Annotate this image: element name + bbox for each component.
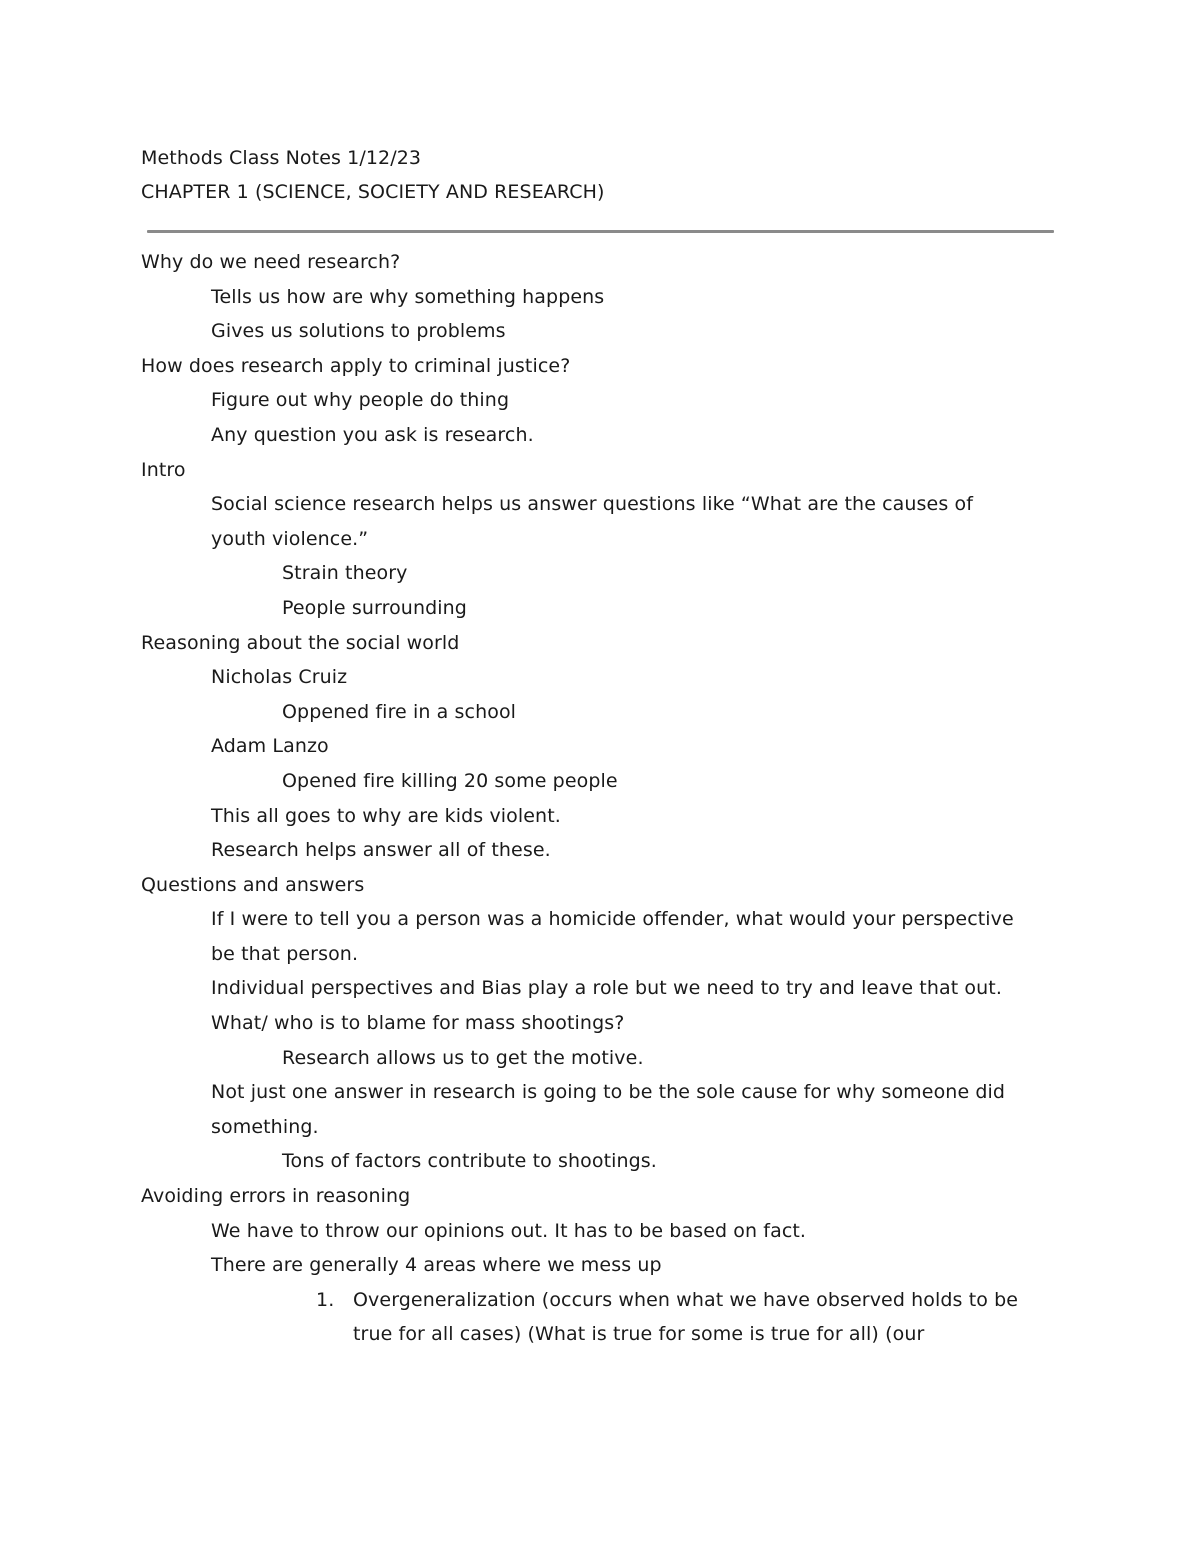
note-line [0,1147,1200,1182]
note-text: Not just one answer in research is going to be the sole cause for why someone did [211,1081,1006,1104]
note-line [0,490,1200,525]
note-text: People surrounding [282,596,467,619]
note-line [0,352,1200,387]
note-text: Social science research helps us answer questions like “What are the causes of [211,493,973,516]
note-line [0,663,1200,698]
note-text: something. [211,1115,319,1138]
note-text: This all goes to why are kids violent. [211,804,561,827]
note-line [0,698,1200,733]
horizontal-divider [147,230,1054,233]
note-text: Reasoning about the social world [141,631,460,654]
note-text: Why do we need research? [141,251,401,273]
note-line [0,974,1200,1009]
note-line [0,1044,1200,1079]
note-line [0,1113,1200,1148]
note-line [0,1078,1200,1113]
note-line [0,594,1200,629]
note-text: Oppened fire in a school [282,700,517,723]
note-text: Tons of factors contribute to shootings. [282,1150,657,1173]
note-text: Individual perspectives and Bias play a role but we need to try and leave that out. [211,977,1002,1000]
note-line [0,732,1200,767]
note-line [0,836,1200,871]
note-line [0,871,1200,906]
note-text: Opened fire killing 20 some people [282,769,618,792]
list-number: 1. [316,1288,335,1311]
note-line [0,386,1200,421]
note-text: Intro [141,458,186,481]
note-text: There are generally 4 areas where we mess up [211,1254,662,1277]
note-line [0,1286,1200,1321]
note-text: Overgeneralization (occurs when what we have observed holds to be [353,1288,1019,1311]
note-text: youth violence.” [211,527,369,550]
note-text: Tells us how are why something happens [211,285,605,308]
note-line [0,629,1200,664]
note-text: Questions and answers [141,873,365,896]
note-text: Any question you ask is research. [211,423,534,446]
note-text: What/ who is to blame for mass shootings? [211,1012,625,1035]
note-text: Nicholas Cruiz [211,666,348,689]
chapter-heading: CHAPTER 1 (SCIENCE, SOCIETY AND RESEARCH) [141,181,605,203]
note-line [0,1009,1200,1044]
note-line [0,1251,1200,1286]
note-line [0,1182,1200,1217]
note-line [0,248,1200,283]
note-line [0,1217,1200,1252]
note-line [0,767,1200,802]
note-text: true for all cases) (What is true for some is true for all) (our [353,1323,925,1346]
note-text: How does research apply to criminal justice? [141,354,571,377]
note-line [0,940,1200,975]
note-text: We have to throw our opinions out. It has to be based on fact. [211,1219,807,1242]
note-text: Figure out why people do thing [211,389,510,412]
note-line [0,559,1200,594]
notes-body [0,248,1200,1355]
note-line [0,317,1200,352]
note-line [0,802,1200,837]
note-line [0,456,1200,491]
note-text: Gives us solutions to problems [211,320,506,343]
note-line [0,525,1200,560]
note-text: Research allows us to get the motive. [282,1046,644,1069]
note-line [0,283,1200,318]
note-text: be that person. [211,942,359,965]
note-text: Strain theory [282,562,408,585]
notes-title: Methods Class Notes 1/12/23 [141,147,422,169]
note-line [0,1320,1200,1355]
note-text: Adam Lanzo [211,735,329,758]
note-text: If I were to tell you a person was a homicide offender, what would your perspective [211,908,1014,931]
note-line [0,905,1200,940]
note-line [0,421,1200,456]
note-text: Avoiding errors in reasoning [141,1185,411,1208]
note-text: Research helps answer all of these. [211,839,551,862]
